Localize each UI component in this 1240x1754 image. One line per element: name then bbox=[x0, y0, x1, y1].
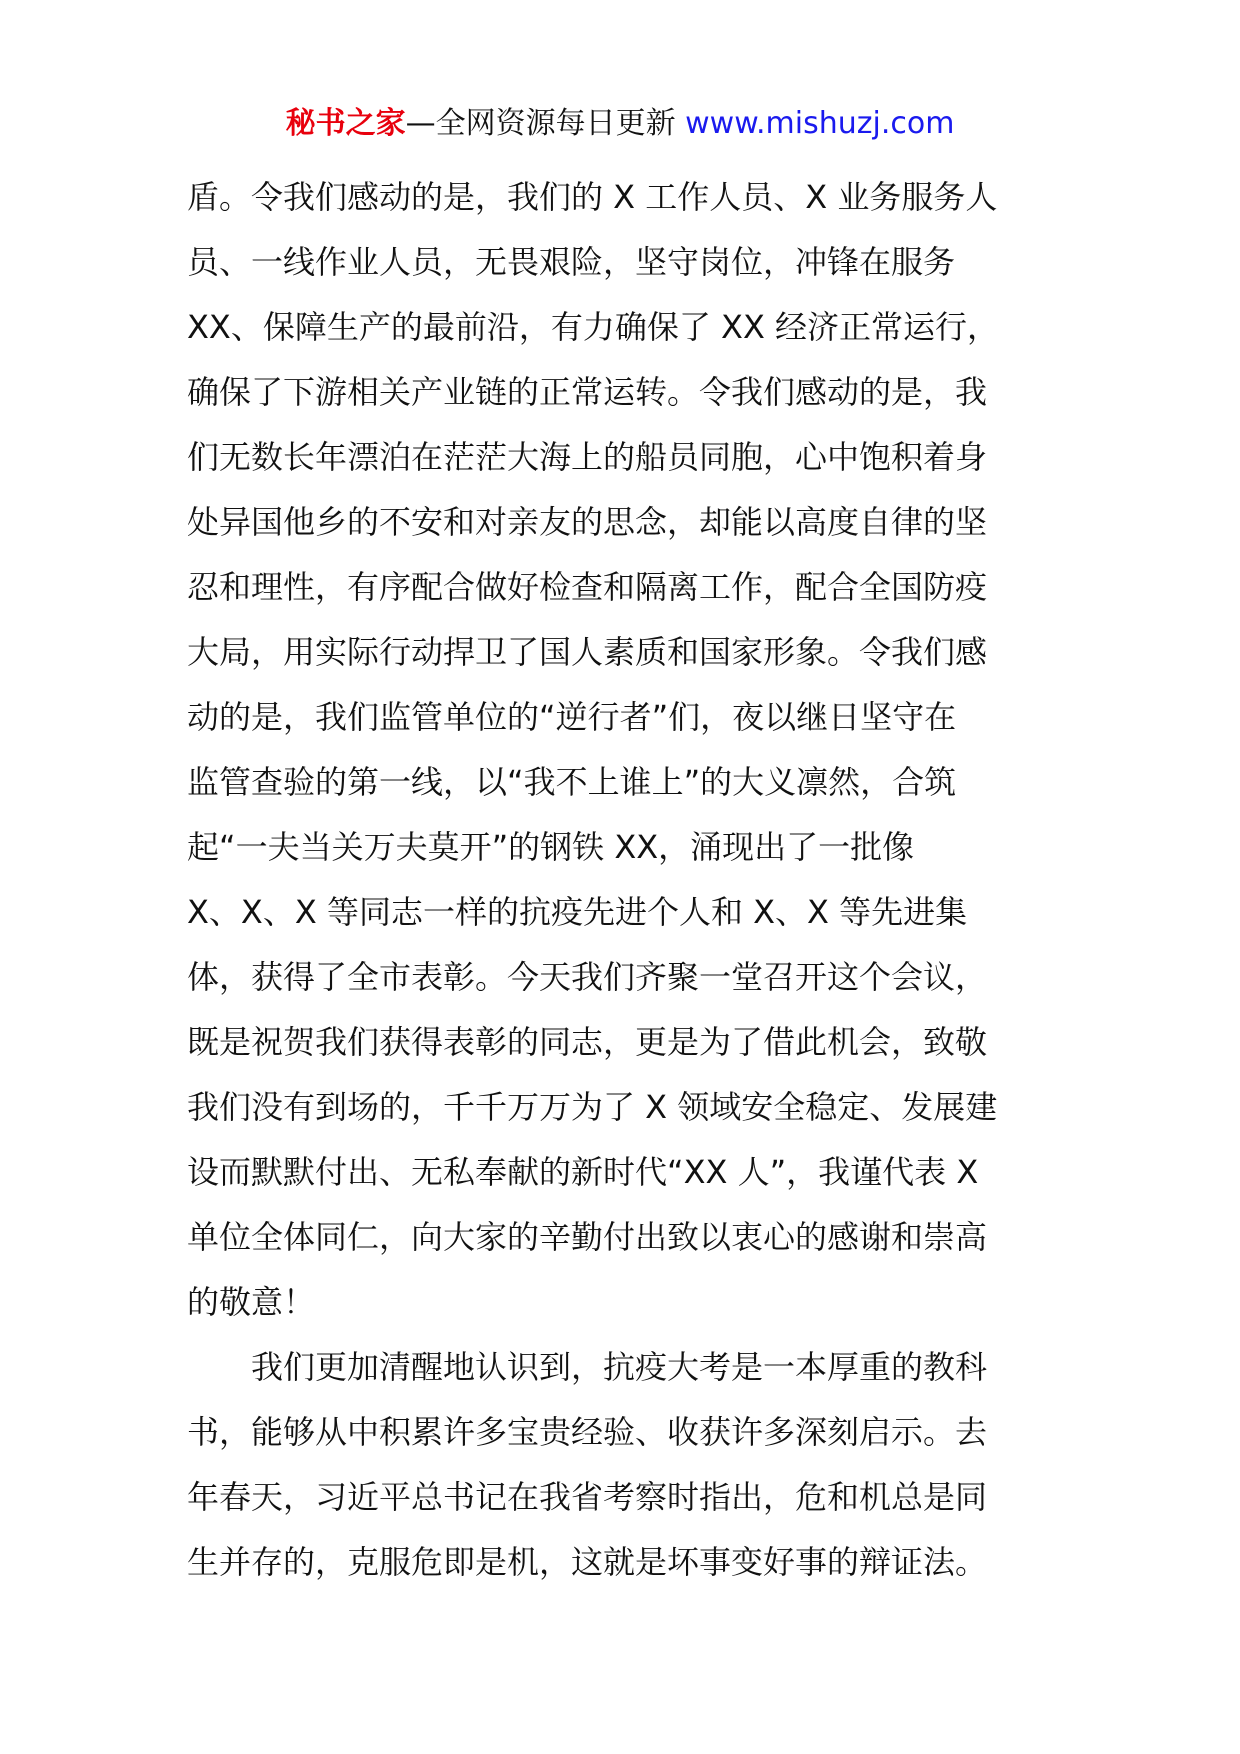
paragraph bbox=[187, 165, 1067, 1335]
text-line: 既是祝贺我们获得表彰的同志，更是为了借此机会，致敬 bbox=[187, 1023, 988, 1061]
text-line: 我们没有到场的，千千万万为了 X 领域安全稳定、发展建 bbox=[187, 1088, 998, 1126]
text-line: 设而默默付出、无私奉献的新时代“XX 人”，我谨代表 X bbox=[187, 1153, 979, 1191]
site-tagline: —全网资源每日更新 bbox=[405, 106, 686, 141]
text-line: 处异国他乡的不安和对亲友的思念，却能以高度自律的坚 bbox=[187, 503, 988, 541]
text-line: 书，能够从中积累许多宝贵经验、收获许多深刻启示。去 bbox=[187, 1413, 988, 1451]
text-line: 年春天，习近平总书记在我省考察时指出，危和机总是同 bbox=[187, 1478, 988, 1516]
text-line: 大局，用实际行动捍卫了国人素质和国家形象。令我们感 bbox=[187, 633, 988, 671]
text-line: 动的是，我们监管单位的“逆行者”们，夜以继日坚守在 bbox=[187, 698, 957, 736]
text-line: X、X、X 等同志一样的抗疫先进个人和 X、X 等先进集 bbox=[187, 893, 968, 931]
paragraph bbox=[187, 1335, 1067, 1595]
text-line: 们无数长年漂泊在茫茫大海上的船员同胞，心中饱积着身 bbox=[187, 438, 988, 476]
text-line: 体，获得了全市表彰。今天我们齐聚一堂召开这个会议， bbox=[187, 958, 988, 996]
text-line: 单位全体同仁，向大家的辛勤付出致以衷心的感谢和崇高 bbox=[187, 1218, 988, 1256]
text-line: 确保了下游相关产业链的正常运转。令我们感动的是，我 bbox=[187, 373, 988, 411]
site-brand: 秘书之家 bbox=[285, 106, 406, 141]
text-line: 盾。令我们感动的是，我们的 X 工作人员、X 业务服务人 bbox=[187, 178, 998, 216]
site-url-link[interactable]: www.mishuzj.com bbox=[685, 106, 955, 141]
text-line: 起“一夫当关万夫莫开”的钢铁 XX，涌现出了一批像 bbox=[187, 828, 915, 866]
document-body bbox=[187, 165, 1067, 1595]
text-line: 我们更加清醒地认识到，抗疫大考是一本厚重的教科 bbox=[251, 1348, 988, 1386]
text-line: 的敬意！ bbox=[187, 1283, 316, 1321]
site-header bbox=[0, 100, 1240, 148]
text-line: 忍和理性，有序配合做好检查和隔离工作，配合全国防疫 bbox=[187, 568, 988, 606]
text-line: 员、一线作业人员，无畏艰险，坚守岗位，冲锋在服务 bbox=[187, 243, 956, 281]
text-line: 生并存的，克服危即是机，这就是坏事变好事的辩证法。 bbox=[187, 1543, 988, 1581]
text-line: 监管查验的第一线，以“我不上谁上”的大义凛然，合筑 bbox=[187, 763, 957, 801]
text-line: XX、保障生产的最前沿，有力确保了 XX 经济正常运行， bbox=[187, 308, 1000, 346]
